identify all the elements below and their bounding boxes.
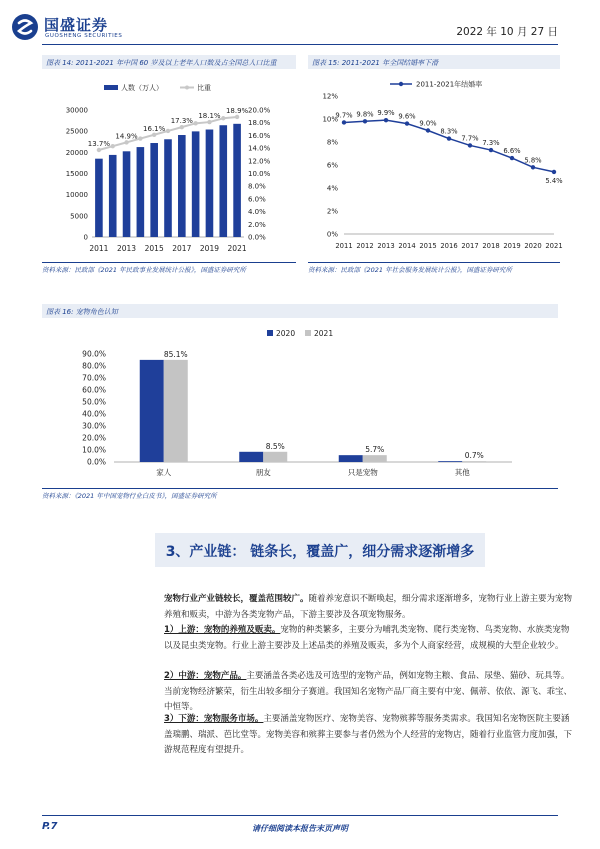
fig15-x-tick: 2018 [482,242,500,250]
fig14-y-right-tick: 18.0% [248,119,271,128]
fig16-bar [164,360,188,462]
logo-emblem-icon [12,14,38,40]
p2-lead: 1）上游：宠物的养殖及贩卖。 [164,625,281,635]
fig14-source-rule [42,262,296,263]
fig16-bar [239,452,263,462]
fig16-bar [462,461,486,462]
fig15-point [363,119,367,123]
fig14-ratio-point [193,121,197,125]
fig14-bar [233,124,241,237]
footer-divider [42,815,558,816]
fig14-y-right-tick: 16.0% [248,131,271,140]
fig15-title-bar [308,55,560,69]
page-number: P.7 [42,821,58,832]
fig14-ratio-point [138,136,142,140]
p1-lead: 宠物行业产业链较长，覆盖范围较广。 [164,594,309,604]
fig14-point-label: 13.7% [87,140,111,149]
section-heading-box [155,533,485,567]
fig15-point-label: 7.7% [461,134,479,143]
footer-disclaimer: 请仔细阅读本报告末页声明 [252,824,348,833]
fig14-y-right-tick: 6.0% [248,195,266,204]
fig16-value-label: 85.1% [163,349,188,359]
section-title: 3、产业链： 链条长，覆盖广，细分需求逐渐增多 [165,544,475,560]
p4-lead: 3）下游：宠物服务市场。 [164,714,264,724]
paragraph-industry-chain [164,592,576,654]
fig15-y-tick: 0% [326,230,338,239]
fig14-y-right-tick: 4.0% [248,208,266,217]
fig15-x-tick: 2013 [377,242,395,250]
fig16-title: 图表 16: 宠物角色认知 [46,308,118,316]
fig14-title: 图表 14: 2011-2021 年中国 60 岁及以上老年人口数及占全国总人口比重 [46,59,277,67]
fig16-bar [263,452,287,462]
fig15-point-label: 9.0% [419,119,437,128]
paragraph-midstream [164,669,576,716]
fig15-chart [308,72,563,262]
fig16-source: 资料来源：《2021 年中国宠物行业白皮书》，国盛证券研究所 [42,492,217,500]
fig15-x-tick: 2016 [440,242,458,250]
fig14-legend-line-label: 比重 [197,84,211,92]
fig16-y-tick: 40.0% [82,409,106,419]
fig14-y-left-tick: 15000 [65,170,88,178]
fig15-point-label: 6.6% [503,147,521,156]
fig16-x-tick: 其他 [454,468,470,477]
fig14-ratio-point [221,116,225,120]
fig16-source-rule [42,488,558,489]
fig14-x-tick: 2021 [227,244,247,253]
fig15-legend-label: 2011-2021年结婚率 [416,80,483,89]
fig15-point [384,118,388,122]
fig15-point [510,156,514,160]
header-divider [42,44,558,45]
fig14-y-right-tick: 12.0% [248,157,271,166]
fig16-x-tick: 朋友 [255,468,271,477]
fig16-value-label: 8.5% [265,441,285,451]
fig14-point-label: 14.9% [115,132,138,141]
fig15-y-tick: 10% [322,115,338,124]
fig15-source-rule [308,262,560,263]
fig15-y-tick: 4% [326,184,338,193]
fig15-point-label: 9.8% [356,110,374,119]
fig15-x-tick: 2015 [419,242,437,250]
fig16-legend-label: 2021 [314,329,334,338]
fig14-bar [95,159,103,237]
fig14-source: 资料来源：民政部《2021 年民政事业发展统计公报》，国盛证券研究所 [42,266,246,274]
fig15-point-label: 9.9% [377,109,395,118]
fig16-y-tick: 30.0% [82,421,106,431]
fig14-x-tick: 2017 [172,244,192,253]
fig16-bar [339,455,363,462]
p4-text: 主要涵盖宠物医疗、宠物美容、宠物殡葬等服务类需求。我国知名宠物医院主要涵盖瑞鹏、瑞派、芭比堂等。宠物美容和殡葬主要参与者仍然为个人经营的宠物店，随着行业监管力度加强，下游规范程度有望提升。 [164,714,573,755]
fig15-point-label: 8.3% [440,127,458,136]
fig15-point [489,148,493,152]
fig15-legend-marker [399,82,403,86]
fig15-point-label: 7.3% [482,139,500,148]
fig16-title-bar [42,304,558,318]
fig16-y-tick: 70.0% [82,373,106,383]
fig14-y-right-tick: 0.0% [248,233,266,242]
fig14-x-tick: 2013 [116,244,137,253]
fig16-bar [438,461,462,462]
fig15-source: 资料来源：民政部《2021 年社会服务发展统计公报》，国盛证券研究所 [308,266,512,274]
logo-text-en: GUOSHENG SECURITIES [45,33,123,39]
fig14-ratio-point [180,125,184,129]
p1-text: 随着养宠意识不断唤起，细分需求逐渐增多，宠物行业上游主要为宠物养殖和贩卖，中游为各类宠物产品，下游主要涉及各项宠物服务。 [164,594,573,620]
fig14-point-label: 18.9% [225,106,249,115]
fig16-x-tick: 只是宠物 [347,468,378,477]
fig15-point-label: 5.8% [524,156,542,165]
fig14-y-right-tick: 14.0% [248,144,271,153]
fig16-y-tick: 80.0% [82,361,106,371]
fig16-chart [42,322,558,482]
fig15-point [552,170,556,174]
p3-lead: 2）中游：宠物产品。 [164,671,247,681]
fig16-y-tick: 0.0% [86,457,106,467]
fig14-y-left-tick: 25000 [65,127,88,136]
fig15-x-tick: 2012 [356,242,374,250]
report-date: 2022 年 10 月 27 日 [456,26,558,38]
fig14-bar [219,125,227,237]
fig14-bar [137,147,145,237]
fig15-x-tick: 2017 [461,242,479,250]
fig14-ratio-point [166,129,170,133]
fig14-point-label: 17.3% [170,117,193,126]
fig14-x-tick: 2019 [199,244,220,253]
fig16-y-tick: 90.0% [82,349,106,359]
fig14-x-tick: 2011 [89,244,109,253]
fig16-legend-label: 2020 [276,329,296,338]
fig14-ratio-point [97,148,101,152]
fig14-ratio-point [152,133,156,137]
fig14-legend-bar-swatch [104,85,118,90]
fig14-y-right-tick: 20.0% [248,106,271,115]
fig14-legend-line-marker [185,86,189,90]
fig15-point [531,165,535,169]
fig14-y-left-tick: 0 [83,233,88,242]
fig14-bar [123,151,131,237]
fig14-bar [150,143,158,237]
fig14-title-bar [42,55,296,69]
fig15-y-tick: 12% [322,92,338,101]
fig15-y-tick: 6% [326,161,338,170]
fig15-x-tick: 2020 [524,242,542,250]
fig15-point [342,120,346,124]
fig16-x-tick: 家人 [156,468,172,477]
fig14-ratio-point [235,115,239,119]
fig15-x-tick: 2021 [545,242,563,250]
fig14-ratio-point [207,120,211,124]
fig14-y-right-tick: 10.0% [248,170,271,178]
fig15-point [405,121,409,125]
fig16-legend-swatch [267,330,273,336]
fig16-y-tick: 60.0% [82,385,106,395]
fig14-y-left-tick: 10000 [65,191,88,200]
fig15-point [447,136,451,140]
fig15-point-label: 5.4% [545,176,563,185]
fig14-y-left-tick: 30000 [65,106,88,115]
paragraph-downstream [164,712,576,759]
fig14-bar [192,131,200,237]
fig14-bar [178,135,186,237]
fig14-ratio-point [124,140,128,144]
fig15-y-tick: 8% [326,138,338,147]
fig14-bar [109,155,117,237]
fig15-x-tick: 2014 [398,242,416,250]
p2-text: 宠物的种类繁多，主要分为哺乳类宠物、爬行类宠物、鸟类宠物、水族类宠物以及昆虫类宠物。行业上游主要涉及上述品类的养殖及贩卖，多为个人商家经营，成规模的大型企业较少。 [164,625,570,651]
logo-text-cn: 国盛证券 [44,16,109,34]
company-logo [12,12,152,46]
fig14-ratio-point [111,144,115,148]
fig14-bar [206,130,214,237]
fig14-y-right-tick: 2.0% [248,220,266,229]
fig16-value-label: 0.7% [464,451,484,461]
fig15-x-tick: 2019 [503,242,521,250]
fig14-point-label: 18.1% [198,112,221,121]
fig16-bar [363,455,387,462]
fig16-y-tick: 20.0% [82,433,106,443]
fig16-value-label: 5.7% [365,445,385,455]
fig15-title: 图表 15: 2011-2021 年全国结婚率下滑 [312,59,439,67]
fig15-point [426,128,430,132]
fig14-legend-bar-label: 人数（万人） [121,84,163,92]
fig15-y-tick: 2% [326,207,338,216]
fig16-bar [140,360,164,462]
fig14-y-left-tick: 5000 [70,212,88,221]
p3-text: 主要涵盖各类必选及可选型的宠物产品，例如宠物主粮、食品、尿垫、猫砂、玩具等。当前宠物经济繁荣，衍生出较多细分子赛道。我国知名宠物产品厂商主要有中宠、佩蒂、依依、源飞、乖宝、中恒等。 [164,671,573,712]
fig16-legend-swatch [305,330,311,336]
fig15-point-label: 9.6% [398,112,416,121]
fig16-y-tick: 50.0% [82,397,106,407]
fig15-point [468,143,472,147]
fig15-point-label: 9.7% [335,111,353,120]
fig14-x-tick: 2015 [144,244,164,253]
fig14-bar [164,139,172,237]
fig14-point-label: 16.1% [143,124,166,133]
fig16-y-tick: 10.0% [82,445,106,455]
fig14-chart [42,72,296,262]
fig14-y-left-tick: 20000 [65,148,88,157]
fig14-y-right-tick: 8.0% [248,182,266,191]
fig15-x-tick: 2011 [335,242,353,250]
